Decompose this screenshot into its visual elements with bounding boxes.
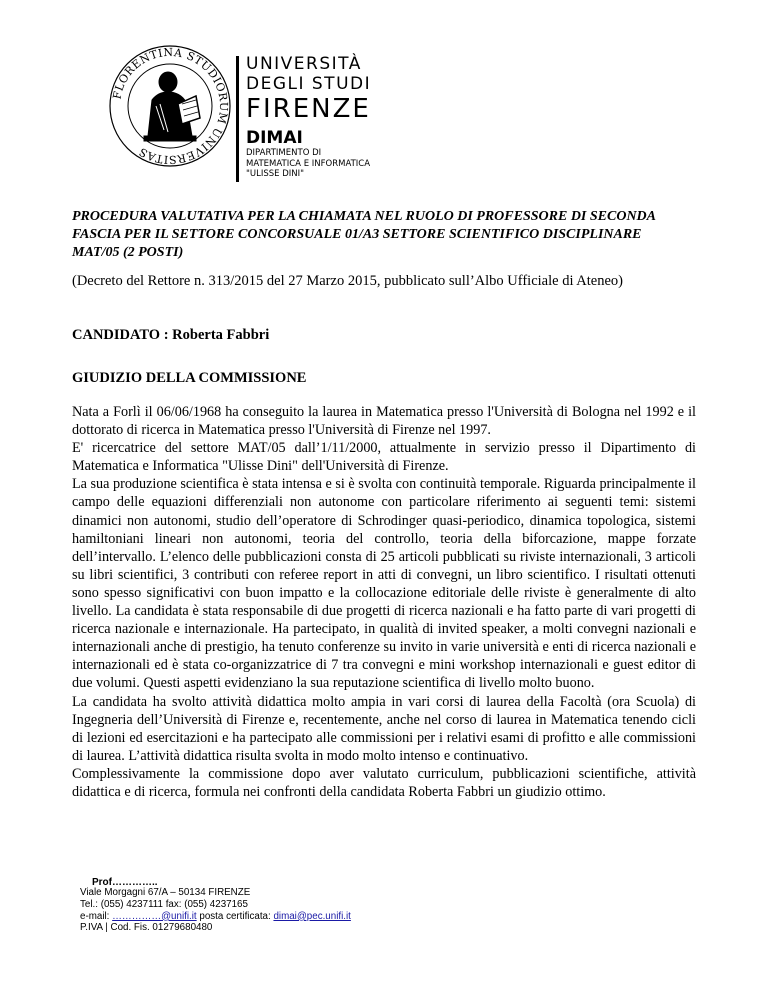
footer-vat: P.IVA | Cod. Fis. 01279680480 [80, 922, 213, 934]
paragraph-education: Nata a Forlì il 06/06/1968 ha conseguito la laurea in Matematica presso l'Università di Bologna nel 1992 e il dottorato di ricerca in Matematica presso l'Università di Firenze nel 1997. [72, 404, 696, 439]
university-line-2: DEGLI STUDI [246, 74, 372, 94]
university-name [246, 54, 371, 124]
university-seal-logo [108, 44, 232, 168]
department-line-1: DIPARTIMENTO DI [246, 148, 322, 158]
university-line-3: FIRENZE [246, 94, 371, 124]
paragraph-teaching: La candidata ha svolto attività didattica molto ampia in vari corsi di laurea della Facoltà (ora Scuola) di Ingegneria dell’Università di Firenze e, recentemente, anche nel corso di laurea in Matematica tenendo cicli di lezioni ed esercitazioni e ha partecipato alle commissioni per i relativi esami di profitto e alle commissioni di laurea. L’attività didattica risulta svolta in modo molto intenso e continuativo. [72, 693, 696, 764]
document-title: PROCEDURA VALUTATIVA PER LA CHIAMATA NEL RUOLO DI PROFESSORE DI SECONDA FASCIA PER IL SETTORE CONCORSUALE 01/A3 SETTORE SCIENTIFICO DISCIPLINARE MAT/05 (2 POSTI) [72, 209, 656, 260]
candidate-name: CANDIDATO : Roberta Fabbri [72, 327, 270, 343]
paragraph-research: La sua produzione scientifica è stata intensa e si è svolta con continuità temporale. Riguarda principalmente il campo delle equazioni differenziali non autonome con particolare riferimento ai seguenti temi: sistemi dinamici non autonomi, studio dell’operatore di Schrodinger quasi-periodico, dinamica topologica, sistemi hamiltoniani lineari non autonomi, teoria del controllo, teoria della biforcazione, mappe forzate dell’intervallo. L’elenco delle pubblicazioni consta di 25 articoli pubblicati su riviste internazionali, 3 articoli su libri scientifici, 3 contributi con referee report in atti di convegni, un libro scientifico. I risultati ottenuti sono spesso significativi con buon impatto e la collocazione editoriale delle riviste è generalmente di alto livello. La candidata è stata responsabile di due progetti di ricerca nazionali e ha fatto parte di vari progetti di ricerca nazionale e internazionale. Ha partecipato, in qualità di invited speaker, a molti convegni nazionali e internazionali anche di prestigio, ha tenuto conferenze su invito in varie università e enti di ricerca nazionali e internazionali ed è stata co-organizzatrice di 7 tra convegni e mini workshop internazionali e guest editor di due volumi. Questi aspetti evidenziano la sua reputazione scientifica di livello molto buono. [72, 476, 696, 692]
footer-email-label: e-mail: [80, 910, 113, 922]
footer-pec-link[interactable]: dimai@pec.unifi.it [273, 910, 351, 922]
university-line-1: UNIVERSITÀ [246, 54, 362, 74]
paragraph-position: E' ricercatrice del settore MAT/05 dall’1/11/2000, attualmente in servizio presso il Dipartimento di Matematica e Informatica "Ulisse Dini" dell'Università di Firenze. [72, 440, 696, 475]
svg-text:FLORENTINA STUDIORUM UNIVERSIT: FLORENTINA STUDIORUM UNIVERSITAS [110, 45, 231, 167]
department-acronym: DIMAI [246, 128, 303, 148]
paragraph-conclusion: Complessivamente la commissione dopo aver valutato curriculum, pubblicazioni scientifiche, attività didattica e di ricerca, formula nei confronti della candidata Roberta Fabbri un giudizio ottimo. [72, 765, 696, 800]
department-name [246, 128, 370, 180]
department-line-2: MATEMATICA E INFORMATICA [246, 158, 371, 169]
footer-email-link[interactable]: ……………@unifi.it [112, 910, 197, 922]
department-line-3: "ULISSE DINI" [246, 169, 305, 179]
footer-address: Viale Morgagni 67/A – 50134 FIRENZE [80, 887, 251, 898]
header-divider [236, 56, 239, 182]
footer-prof: Prof………….. [92, 877, 158, 888]
footer-phone: Tel.: (055) 4237111 fax: (055) 4237165 [80, 898, 248, 910]
commission-judgment [72, 403, 696, 801]
decree-reference: (Decreto del Rettore n. 313/2015 del 27 Marzo 2015, pubblicato sull’Albo Ufficiale di Ateneo) [72, 273, 623, 289]
section-title: GIUDIZIO DELLA COMMISSIONE [72, 370, 307, 386]
footer [80, 877, 351, 934]
footer-email-line [80, 911, 351, 923]
footer-pec-label: posta certificata: [196, 910, 274, 922]
